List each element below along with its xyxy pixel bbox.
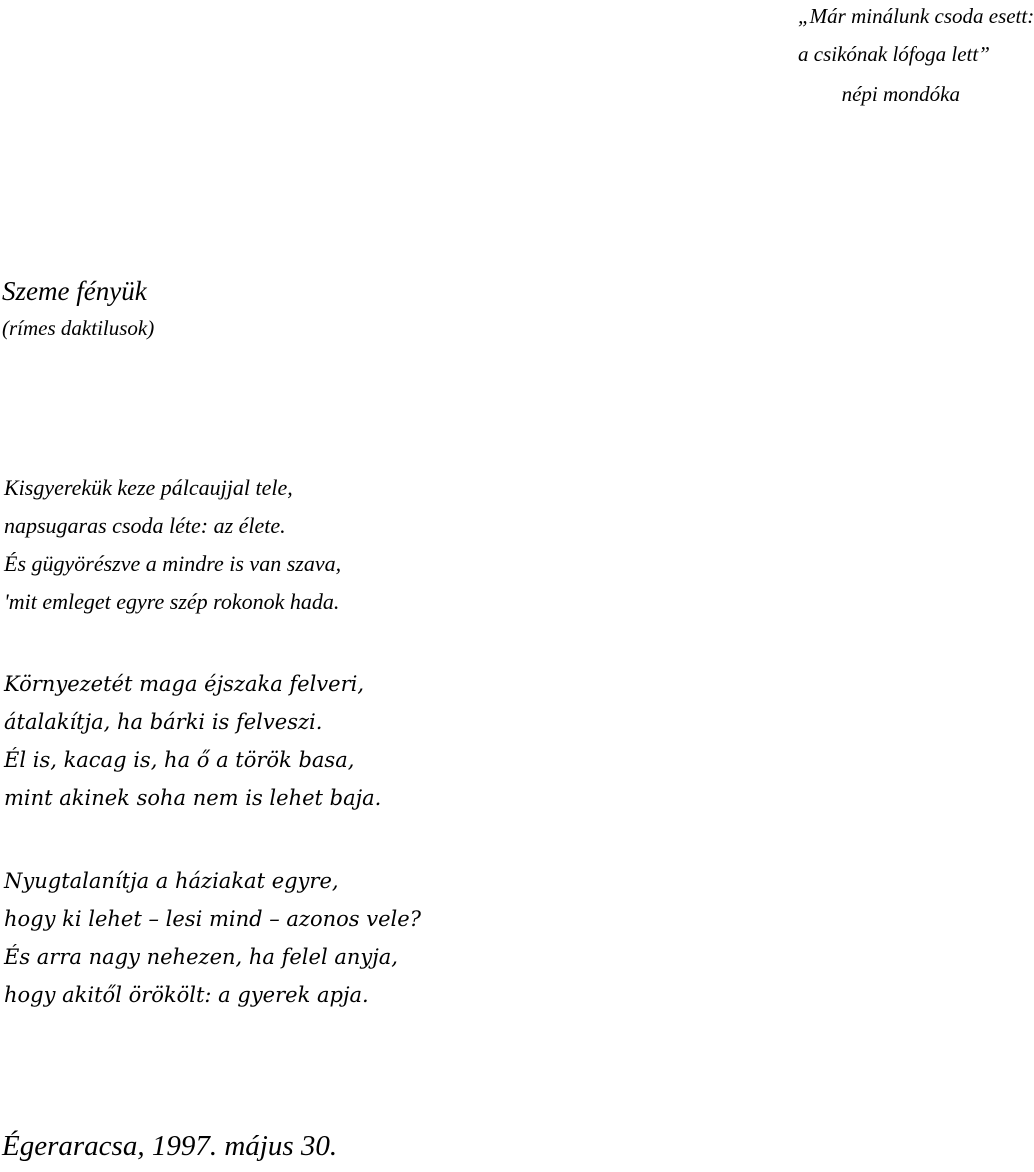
poem-title: Szeme fényük bbox=[2, 276, 147, 306]
verse-line: 'mit emleget egyre szép rokonok hada. bbox=[4, 589, 340, 614]
epigraph-line-2: a csikónak lófoga lett” bbox=[798, 42, 990, 66]
verse-line: hogy akitől örökölt: a gyerek apja. bbox=[4, 983, 369, 1007]
verse-line: hogy ki lehet – lesi mind – azonos vele? bbox=[4, 907, 421, 931]
stanza-2 bbox=[4, 665, 381, 817]
epigraph-line-1: „Már minálunk csoda esett: bbox=[798, 4, 1034, 28]
verse-line: Kisgyerekük keze pálcaujjal tele, bbox=[4, 475, 293, 500]
verse-line: És gügyörészve a mindre is van szava, bbox=[4, 551, 342, 576]
epigraph-attribution: népi mondóka bbox=[841, 82, 960, 106]
stanza-3 bbox=[4, 862, 421, 1014]
stanza-1 bbox=[4, 469, 341, 621]
verse-line: napsugaras csoda léte: az élete. bbox=[4, 513, 286, 538]
verse-line: mint akinek soha nem is lehet baja. bbox=[4, 786, 382, 810]
poem-subtitle: (rímes daktilusok) bbox=[2, 316, 155, 340]
place-date: Égeraracsa, 1997. május 30. bbox=[2, 1130, 338, 1162]
verse-line: Él is, kacag is, ha ő a török basa, bbox=[4, 748, 355, 772]
verse-line: Környezetét maga éjszaka felveri, bbox=[4, 672, 365, 696]
verse-line: Nyugtalanítja a háziakat egyre, bbox=[4, 869, 339, 893]
verse-line: átalakítja, ha bárki is felveszi. bbox=[4, 710, 323, 734]
verse-line: És arra nagy nehezen, ha felel anyja, bbox=[4, 945, 398, 969]
